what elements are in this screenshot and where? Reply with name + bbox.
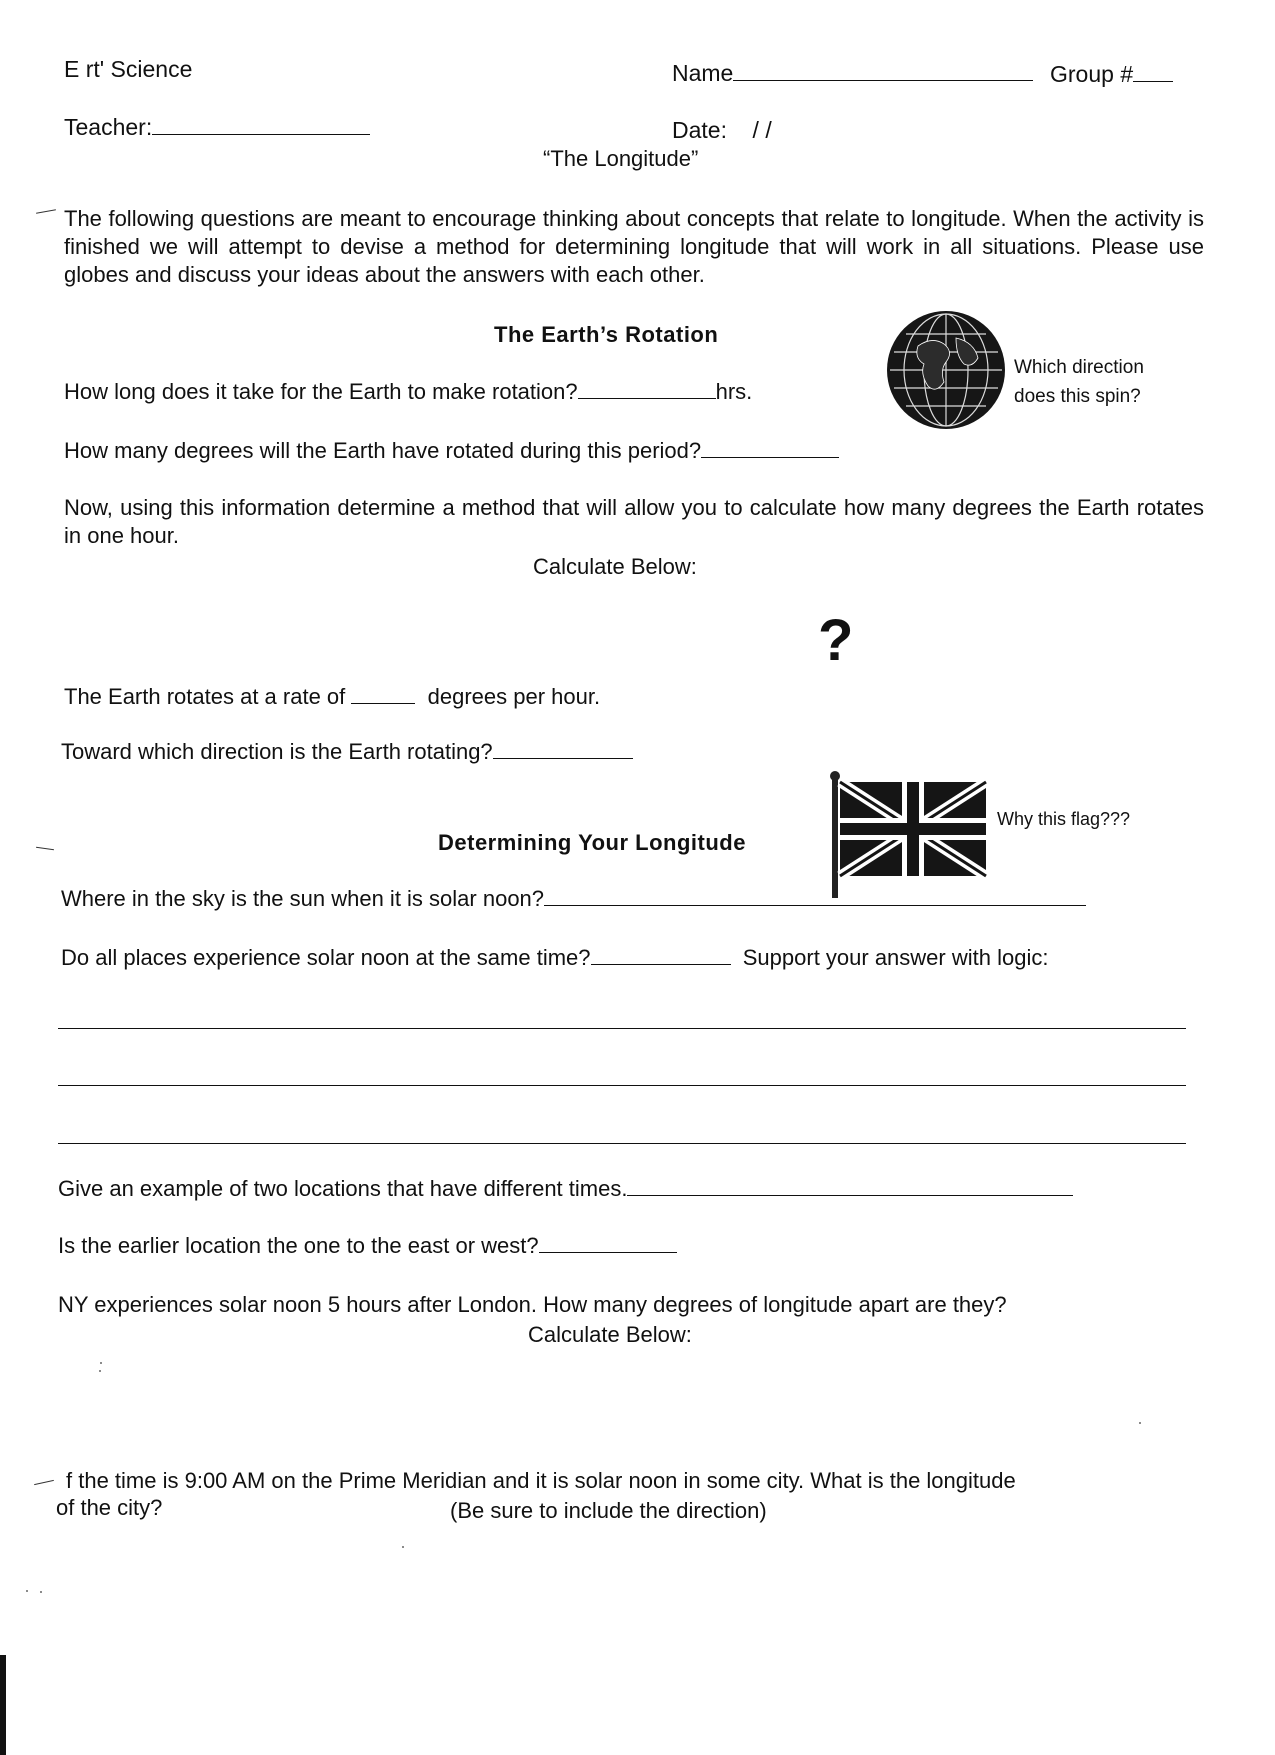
longitude-heading: Determining Your Longitude bbox=[438, 830, 746, 855]
globe-caption-line-2: does this spin? bbox=[1014, 386, 1141, 407]
date-value: / / bbox=[752, 117, 772, 143]
teacher-label: Teacher: bbox=[64, 114, 153, 140]
scan-speck bbox=[1139, 1422, 1141, 1424]
name-blank[interactable] bbox=[733, 78, 1033, 81]
longitude-question-3-text: Give an example of two locations that have different times. bbox=[58, 1176, 628, 1201]
date-label: Date: bbox=[672, 117, 727, 143]
answer-line-2[interactable] bbox=[58, 1085, 1186, 1086]
rotation-question-4-text: Toward which direction is the Earth rotating? bbox=[61, 739, 493, 764]
rotation-question-4 bbox=[61, 741, 633, 763]
group-blank[interactable] bbox=[1133, 79, 1173, 82]
rotation-degrees-blank[interactable] bbox=[701, 455, 839, 458]
longitude-question-4-text: Is the earlier location the one to the east or west? bbox=[58, 1233, 539, 1258]
rotation-rate-statement bbox=[64, 686, 600, 708]
longitude-question-6-note: (Be sure to include the direction) bbox=[450, 1498, 767, 1523]
support-answer-label: Support your answer with logic: bbox=[742, 945, 1049, 970]
scan-edge-bar bbox=[0, 1655, 6, 1755]
name-label: Name bbox=[672, 60, 734, 86]
rotation-question-3: Now, using this information determine a method that will allow you to calculate how many degrees the Earth rotates in one hour. bbox=[64, 495, 1204, 548]
rotation-direction-blank[interactable] bbox=[493, 756, 633, 759]
date-field[interactable] bbox=[672, 119, 772, 142]
union-jack-flag-icon bbox=[826, 770, 990, 900]
longitude-question-1 bbox=[61, 888, 1086, 910]
rotation-question-1-text: How long does it take for the Earth to make rotation? bbox=[64, 379, 578, 404]
globe-icon bbox=[884, 308, 1008, 432]
scan-speck bbox=[99, 1370, 101, 1372]
longitude-question-2-text: Do all places experience solar noon at the same time? bbox=[61, 945, 591, 970]
margin-mark bbox=[36, 209, 56, 213]
answer-line-3[interactable] bbox=[58, 1143, 1186, 1144]
longitude-question-3 bbox=[58, 1178, 1073, 1200]
longitude-question-6-line-2: of the city? bbox=[56, 1495, 163, 1520]
intro-paragraph: The following questions are meant to encourage thinking about concepts that relate to longitude. When the activity is finished we will attempt to devise a method for determining longitude that will work in all situations. Please use globes and discuss your ideas about the answers with each other. bbox=[64, 206, 1204, 287]
east-or-west-blank[interactable] bbox=[539, 1250, 677, 1253]
teacher-blank[interactable] bbox=[152, 132, 370, 135]
scan-speck bbox=[40, 1591, 42, 1593]
name-field[interactable] bbox=[672, 62, 1033, 85]
globe-caption-line-1: Which direction bbox=[1014, 357, 1144, 378]
rotation-hours-suffix: hrs. bbox=[715, 379, 753, 404]
longitude-question-1-text: Where in the sky is the sun when it is solar noon? bbox=[61, 886, 545, 911]
rotation-rate-blank[interactable] bbox=[351, 701, 415, 704]
longitude-question-2 bbox=[61, 947, 1048, 969]
answer-line-1[interactable] bbox=[58, 1028, 1186, 1029]
scan-speck bbox=[26, 1590, 28, 1592]
scan-speck bbox=[402, 1546, 404, 1548]
course-title: E rt' Science bbox=[64, 56, 193, 82]
longitude-calculate-label: Calculate Below: bbox=[528, 1322, 692, 1347]
rotation-question-1 bbox=[64, 381, 752, 403]
same-time-blank[interactable] bbox=[591, 962, 731, 965]
rotation-hours-blank[interactable] bbox=[578, 396, 716, 399]
group-label: Group # bbox=[1050, 61, 1134, 87]
rotation-rate-prefix: The Earth rotates at a rate of bbox=[64, 684, 346, 709]
solar-noon-position-blank[interactable] bbox=[544, 903, 1086, 906]
two-locations-blank[interactable] bbox=[627, 1193, 1073, 1196]
longitude-question-4 bbox=[58, 1235, 677, 1257]
margin-mark bbox=[36, 847, 54, 850]
worksheet-title: “The Longitude” bbox=[543, 146, 699, 171]
rotation-calculate-label: Calculate Below: bbox=[533, 554, 697, 579]
rotation-question-2-text: How many degrees will the Earth have rotated during this period? bbox=[64, 438, 702, 463]
group-field[interactable] bbox=[1050, 63, 1173, 86]
rotation-question-2 bbox=[64, 440, 839, 462]
flag-caption: Why this flag??? bbox=[997, 809, 1131, 829]
longitude-question-6-line-1: f the time is 9:00 AM on the Prime Meridian and it is solar noon in some city. What is the longitude bbox=[66, 1468, 1016, 1493]
question-mark-graphic: ? bbox=[818, 608, 854, 673]
teacher-field[interactable] bbox=[64, 116, 370, 139]
rotation-heading: The Earth’s Rotation bbox=[494, 322, 719, 347]
margin-mark bbox=[34, 1480, 54, 1485]
scan-speck bbox=[100, 1362, 102, 1364]
longitude-question-5: NY experiences solar noon 5 hours after London. How many degrees of longitude apart are they? bbox=[58, 1292, 1007, 1317]
rotation-rate-suffix: degrees per hour. bbox=[427, 684, 601, 709]
